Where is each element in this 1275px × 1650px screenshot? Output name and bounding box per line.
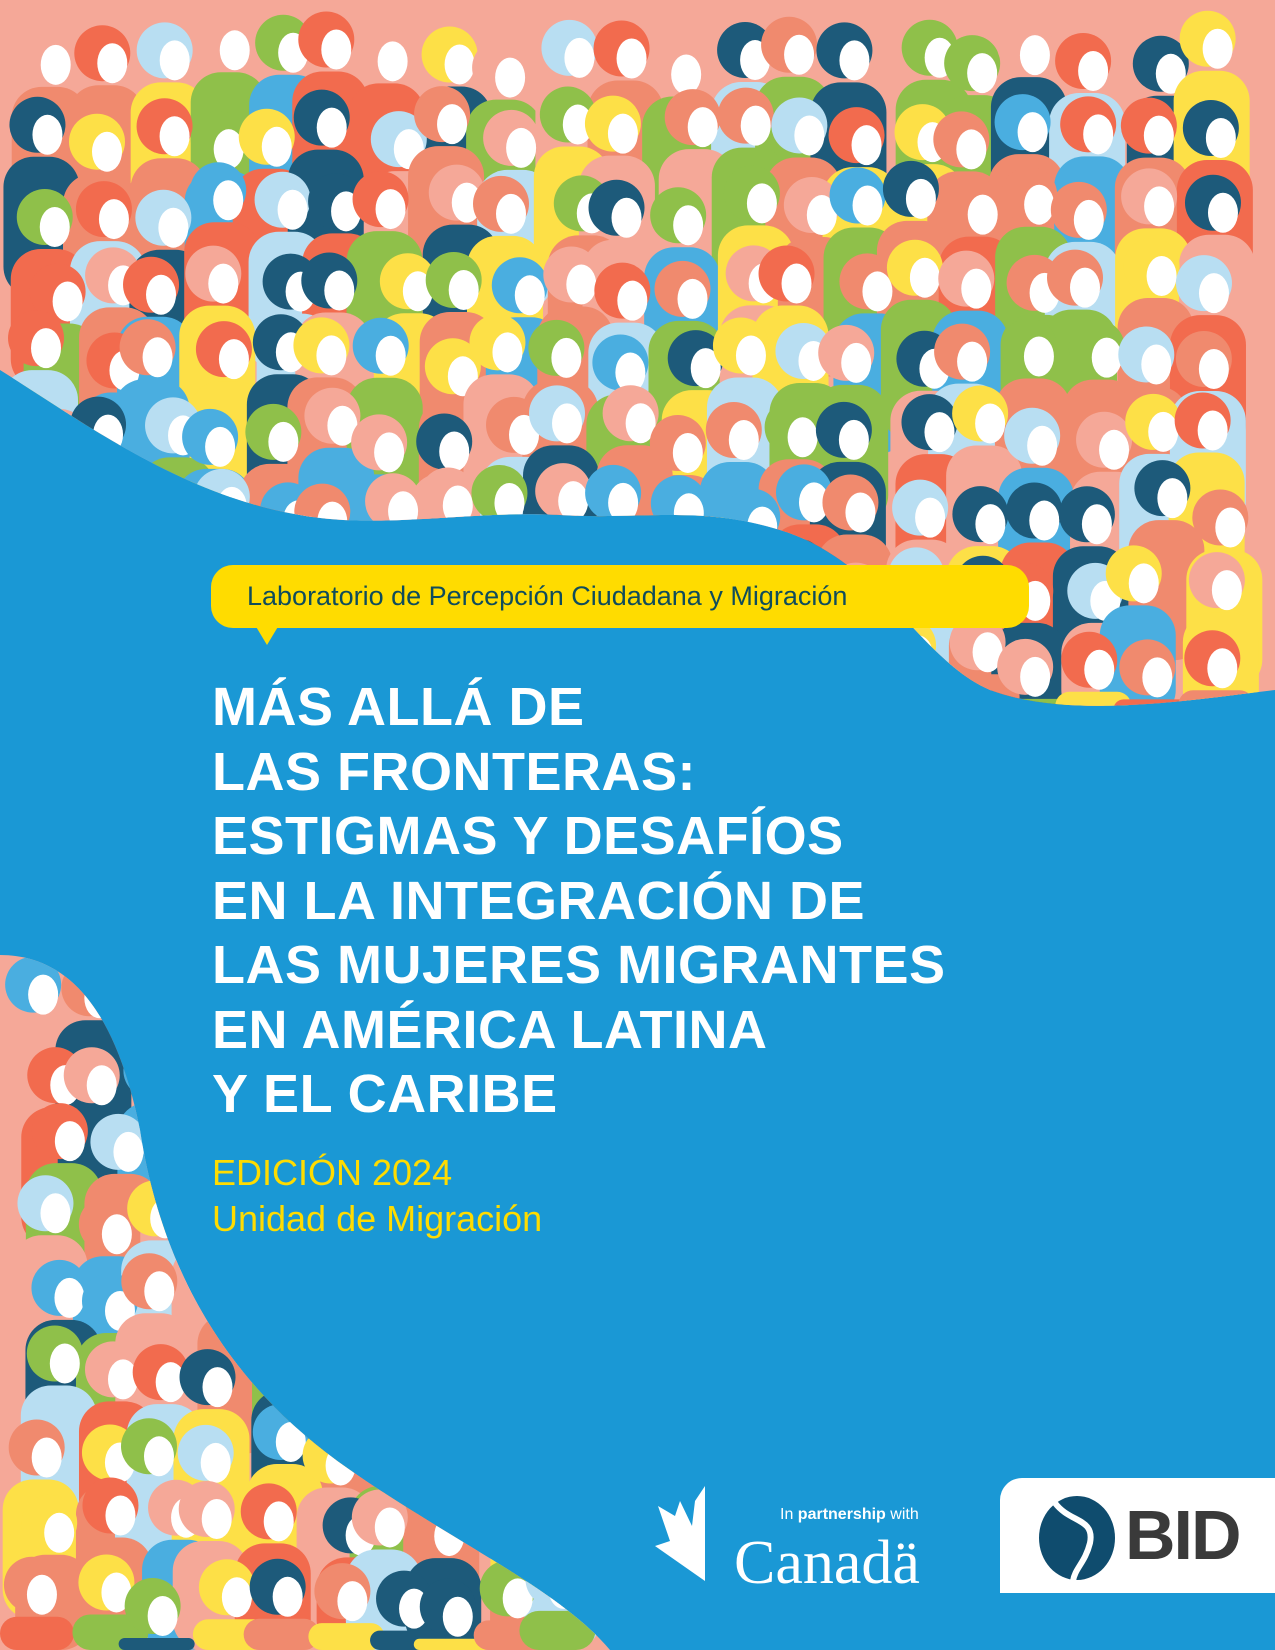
partnership-text: In partnership with <box>780 1506 919 1523</box>
person-figure <box>139 625 215 720</box>
person-figure <box>476 1253 552 1453</box>
title-line: LAS FRONTERAS: <box>212 741 696 802</box>
person-figure <box>123 481 199 681</box>
person-figure <box>58 541 134 720</box>
person-figure <box>25 460 101 660</box>
person-figure <box>140 951 216 1151</box>
page-title <box>212 675 946 1127</box>
subtitle <box>212 1150 542 1242</box>
lab-tag-label: Laboratorio de Percepción Ciudadana y Migración <box>247 581 848 611</box>
maple-leaf-icon <box>650 1486 720 1596</box>
bid-wordmark: BID <box>1125 1496 1240 1574</box>
person-figure <box>433 1345 509 1545</box>
person-figure <box>291 1255 367 1455</box>
person-figure <box>534 1104 610 1304</box>
person-figure <box>536 1353 612 1553</box>
person-figure <box>481 1342 557 1542</box>
title-line: Y EL CARIBE <box>212 1064 558 1124</box>
person-figure <box>542 1269 618 1469</box>
person-figure <box>526 1413 602 1613</box>
person-figure <box>538 1182 614 1382</box>
person-figure <box>365 1250 441 1450</box>
person-figure <box>80 490 156 690</box>
person-figure <box>117 560 193 720</box>
title-line: LAS MUJERES MIGRANTES <box>212 935 946 995</box>
edition: EDICIÓN 2024 <box>212 1152 453 1193</box>
person-figure <box>1 619 77 720</box>
person-figure <box>78 632 154 720</box>
unit: Unidad de Migración <box>212 1198 543 1239</box>
lab-tag <box>211 565 1029 628</box>
person-figure <box>21 543 97 720</box>
bid-globe-icon <box>1035 1493 1125 1583</box>
person-figure <box>420 1256 496 1456</box>
canada-partner-logo <box>650 1486 950 1606</box>
canada-wordmark: Canadä <box>734 1529 920 1597</box>
bid-logo <box>1000 1478 1275 1593</box>
title-line: EN LA INTEGRACIÓN DE <box>212 870 866 931</box>
title-line: ESTIGMAS Y DESAFÍOS <box>212 806 844 866</box>
title-line: MÁS ALLÁ DE <box>212 677 585 737</box>
person-figure <box>26 409 102 609</box>
title-line: EN AMÉRICA LATINA <box>212 999 768 1060</box>
